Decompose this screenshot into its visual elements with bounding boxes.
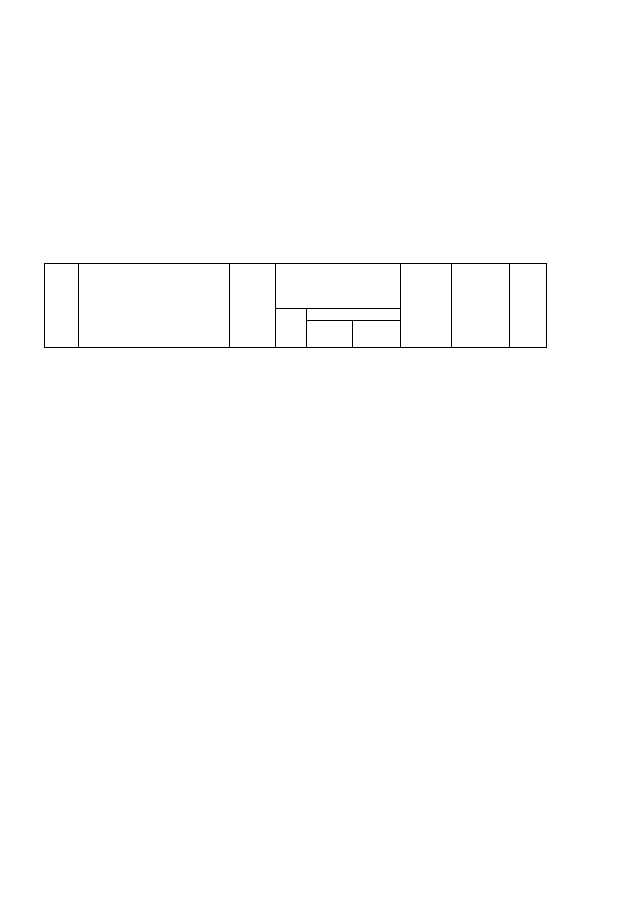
header-unit xyxy=(229,264,275,348)
main-table xyxy=(44,263,547,348)
header-including xyxy=(306,309,400,321)
header-indicators xyxy=(78,264,229,348)
header-emergency xyxy=(401,264,452,348)
header-num xyxy=(45,264,79,348)
header-felling-dead xyxy=(275,264,400,309)
header-nonliquid xyxy=(452,264,509,348)
header-itogo xyxy=(509,264,546,348)
header-selective xyxy=(352,321,400,348)
header-clear xyxy=(306,321,352,348)
header-total-short xyxy=(275,309,306,348)
